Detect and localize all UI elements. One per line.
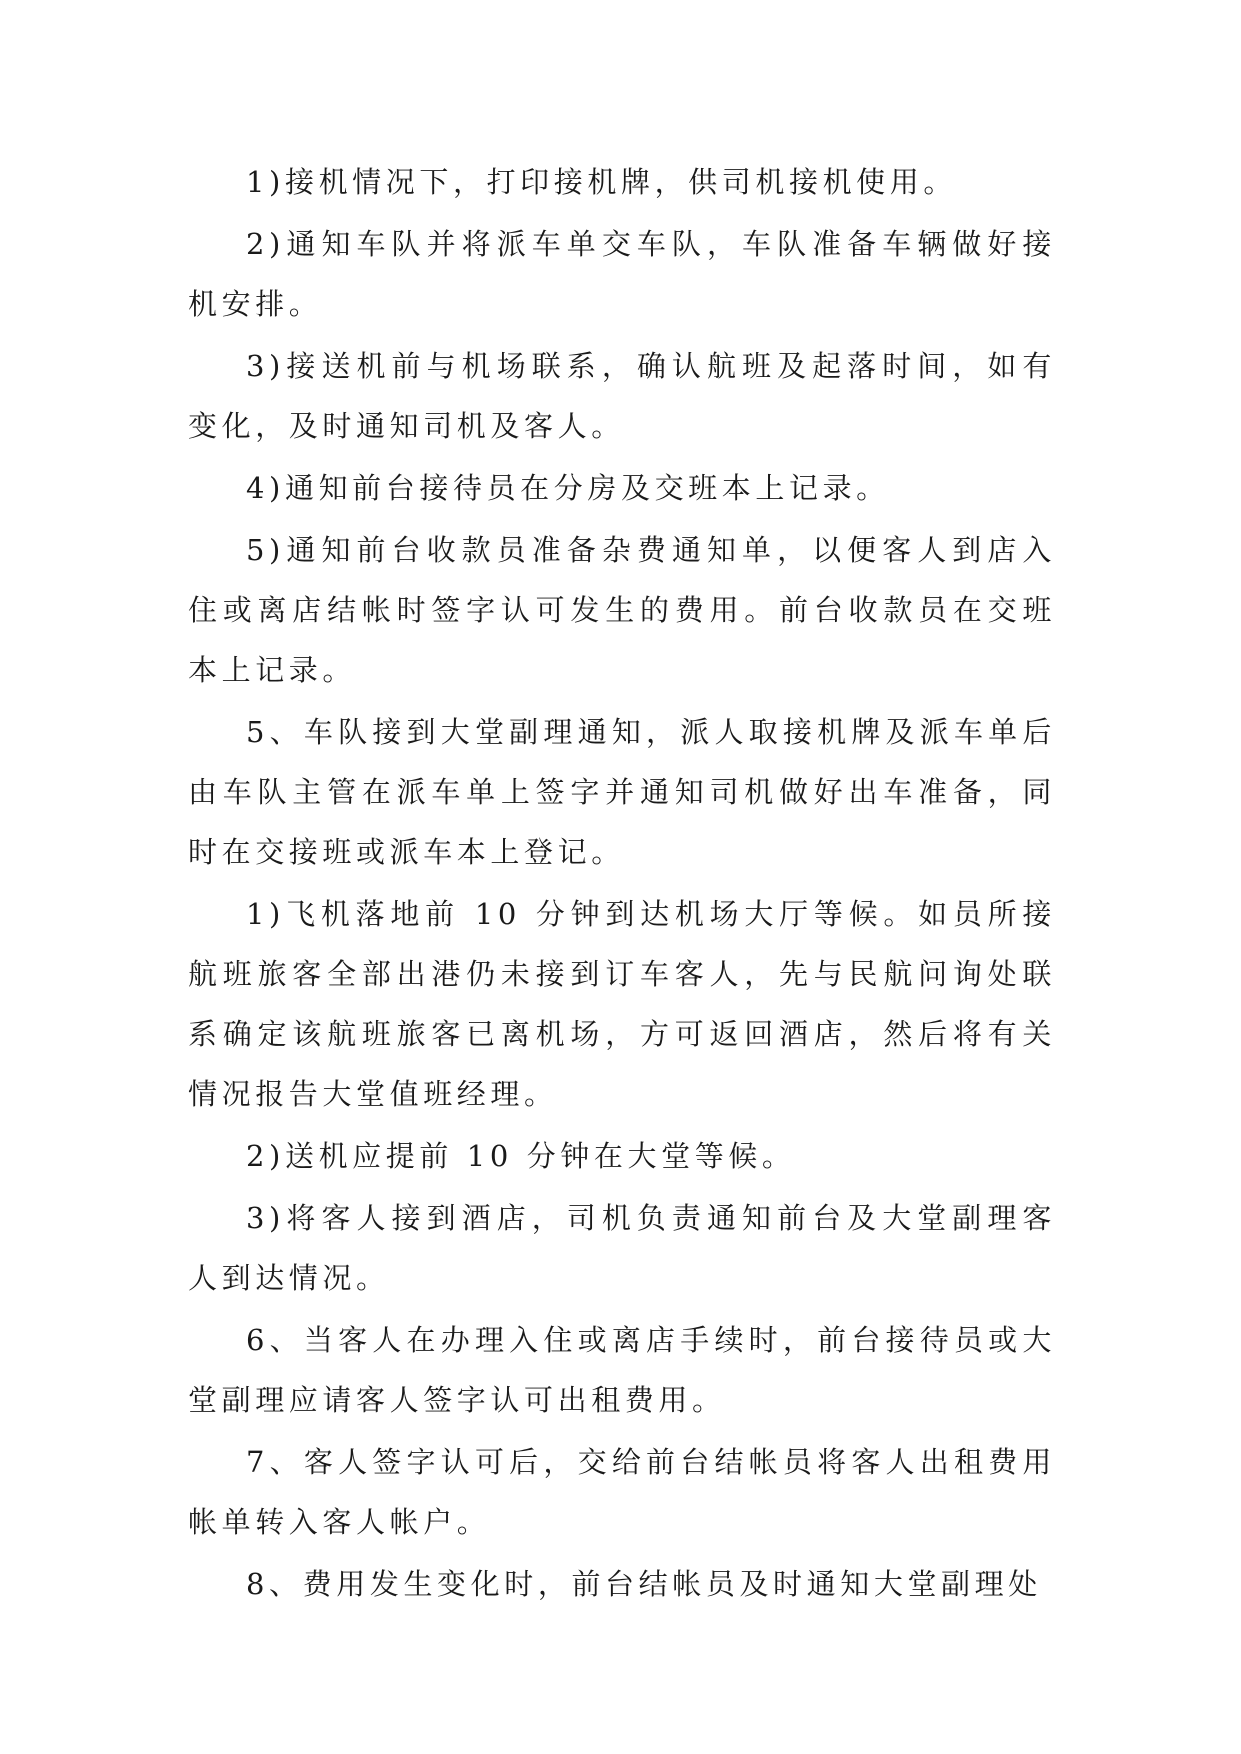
paragraph-7: 1)飞机落地前 10 分钟到达机场大厅等候。如员所接航班旅客全部出港仍未接到订车客人，先与民航问询处联系确定该航班旅客已离机场，方可返回酒店，然后将有关情况报告大堂值班经理。: [188, 897, 1056, 1111]
paragraph-1: 1)接机情况下，打印接机牌，供司机接机使用。: [246, 165, 957, 199]
paragraph-4: 4)通知前台接待员在分房及交班本上记录。: [246, 471, 890, 505]
paragraph-6: 5、车队接到大堂副理通知，派人取接机牌及派车单后由车队主管在派车单上签字并通知司机做好出车准备，同时在交接班或派车本上登记。: [188, 715, 1056, 869]
body-text: [188, 152, 1056, 1616]
paragraph-3: 3)接送机前与机场联系，确认航班及起落时间，如有变化，及时通知司机及客人。: [188, 349, 1056, 443]
paragraph-5: 5)通知前台收款员准备杂费通知单，以便客人到店入住或离店结帐时签字认可发生的费用。前台收款员在交班本上记录。: [188, 533, 1056, 687]
paragraph-11: 7、客人签字认可后，交给前台结帐员将客人出租费用帐单转入客人帐户。: [188, 1445, 1056, 1539]
paragraph-8: 2)送机应提前 10 分钟在大堂等候。: [246, 1139, 796, 1173]
paragraph-9: 3)将客人接到酒店，司机负责通知前台及大堂副理客人到达情况。: [188, 1201, 1056, 1295]
paragraph-2: 2)通知车队并将派车单交车队，车队准备车辆做好接机安排。: [188, 227, 1056, 321]
paragraph-10: 6、当客人在办理入住或离店手续时，前台接待员或大堂副理应请客人签字认可出租费用。: [188, 1323, 1056, 1417]
paragraph-12: 8、费用发生变化时，前台结帐员及时通知大堂副理处: [246, 1567, 1042, 1601]
